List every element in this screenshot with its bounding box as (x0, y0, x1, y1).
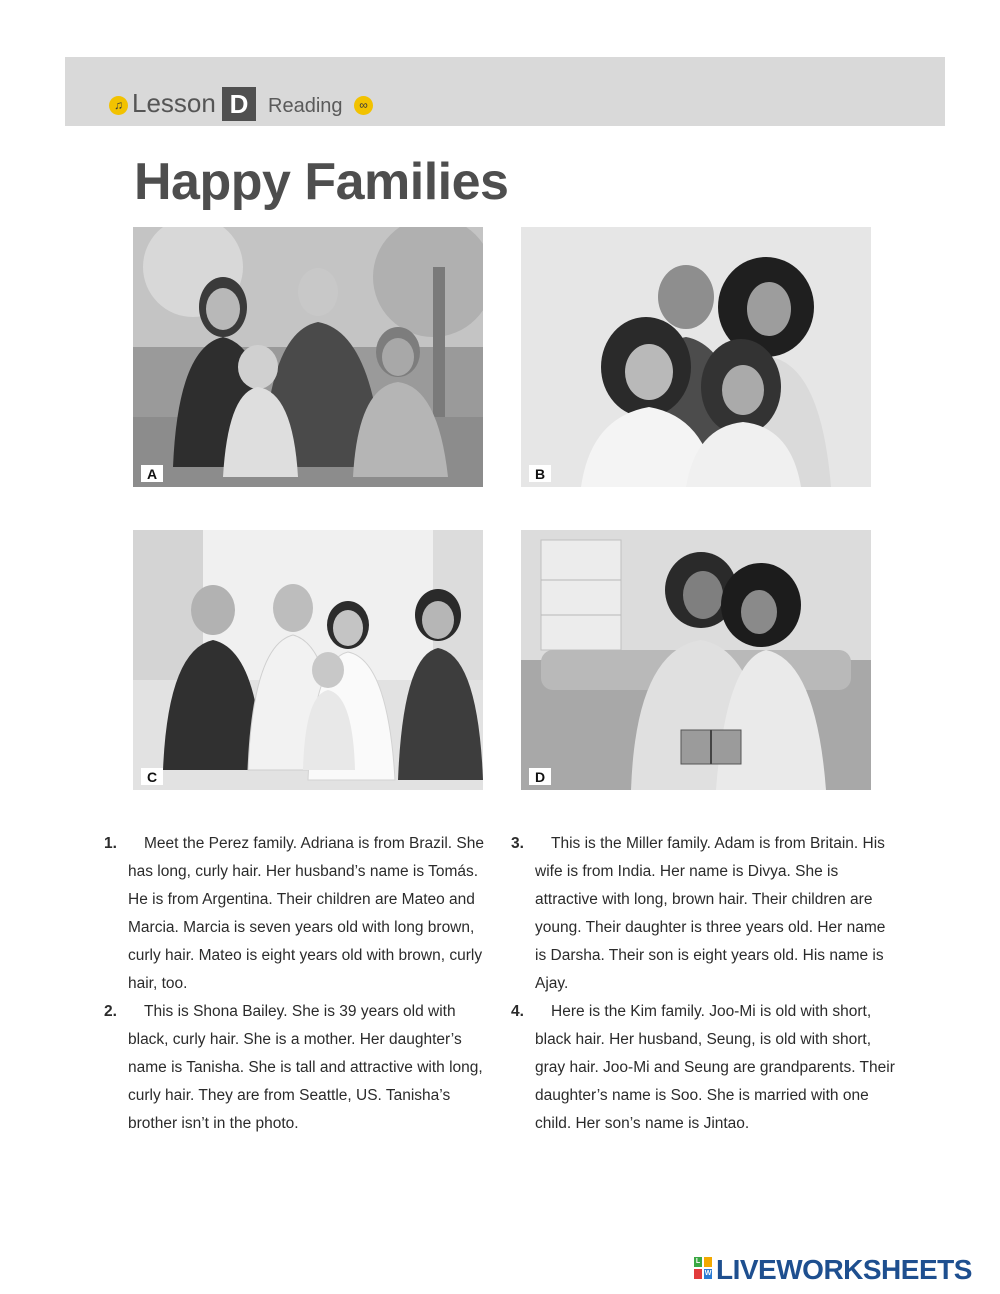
item-text: This is Shona Bailey. She is 39 years old with black, curly hair. She is a mother. Her daughter’s name is Tanisha. She is tall and attractive with long, curly hair. They are from Seattle, US. Tanisha’s brother isn’t in the photo. (128, 1003, 483, 1132)
logo-text: LIVEWORKSHEETS (716, 1254, 972, 1285)
photo-c-image (133, 530, 483, 790)
section-label: Reading (268, 95, 343, 117)
item-number: 1. (104, 835, 117, 852)
photo-b-label: B (529, 465, 551, 482)
link-icon[interactable]: ∞ (354, 96, 373, 115)
photo-a-label: A (141, 465, 163, 482)
photo-b (521, 227, 871, 487)
logo-mark-block (704, 1257, 712, 1267)
photo-a-image (133, 227, 483, 487)
item-number: 3. (511, 835, 524, 852)
photo-d (521, 530, 871, 790)
photo-c-label: C (141, 768, 163, 785)
item-text: Here is the Kim family. Joo-Mi is old with short, black hair. Her husband, Seung, is old with short, gray hair. Joo-Mi and Seung are grandparents. Their daughter’s name is Soo. She is married with one child. Her son’s name is Jintao. (535, 1003, 895, 1132)
item-number: 4. (511, 1003, 524, 1020)
item-text: This is the Miller family. Adam is from Britain. His wife is from India. Her name is Divya. She is attractive with long, brown hair. Their children are young. Their daughter is three years old. Her name is Darsha. Their son is eight years old. His name is Ajay. (535, 835, 886, 992)
photo-a (133, 227, 483, 487)
logo-mark-w: W (704, 1270, 712, 1277)
reading-item-3 (511, 830, 895, 998)
item-number: 2. (104, 1003, 117, 1020)
audio-note-icon[interactable]: ♫ (109, 96, 128, 115)
reading-item-2 (104, 998, 488, 1138)
lesson-letter-badge: D (222, 87, 256, 121)
logo-mark-icon (694, 1257, 712, 1279)
reading-item-4 (511, 998, 895, 1138)
lesson-word: Lesson (132, 88, 216, 118)
logo-mark-block (694, 1269, 702, 1279)
reading-item-1 (104, 830, 488, 998)
logo-mark-l: L (695, 1258, 701, 1265)
page-title: Happy Families (134, 153, 509, 211)
photo-b-image (521, 227, 871, 487)
photo-d-image (521, 530, 871, 790)
item-text: Meet the Perez family. Adriana is from Brazil. She has long, curly hair. Her husband’s name is Tomás. He is from Argentina. Their children are Mateo and Marcia. Marcia is seven years old with long brown, curly hair. Mateo is eight years old with brown, curly hair, too. (128, 835, 484, 992)
photo-c (133, 530, 483, 790)
photo-d-label: D (529, 768, 551, 785)
